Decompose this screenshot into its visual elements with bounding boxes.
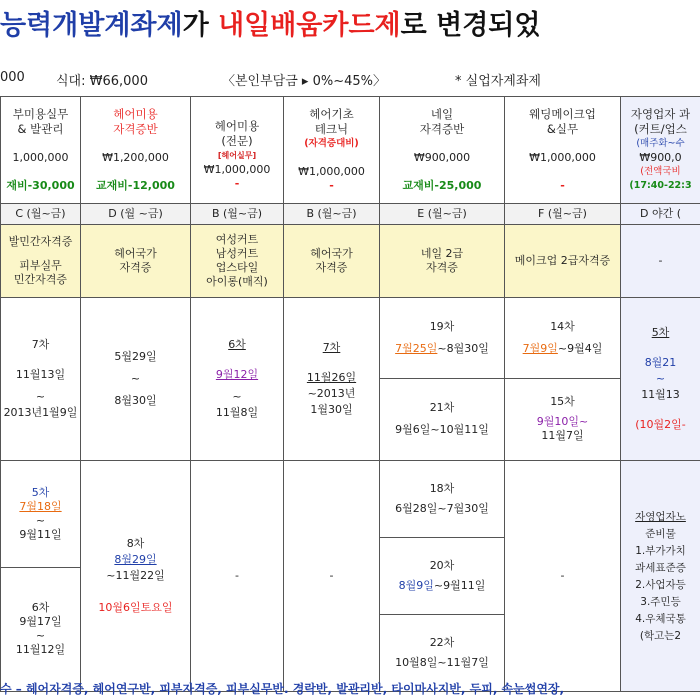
course-price: ₩1,000,000 bbox=[529, 151, 596, 164]
day-cell: D 야간 ( bbox=[621, 204, 700, 225]
course-support: 교재비-12,000 bbox=[96, 179, 175, 192]
schedule-cell: 8차 8월29일 ~11월22일 10월6일토요일 bbox=[81, 461, 191, 692]
course-header-cell: 자영업자 과 (커트/업스 (매주화~수 ₩900,0 (전액국비 (17:40-22:3 bbox=[621, 97, 700, 204]
certificate-cell: 메이크업 2급자격증 bbox=[505, 225, 621, 298]
course-support: 재비-30,000 bbox=[6, 179, 75, 192]
day-row bbox=[1, 204, 700, 225]
course-price: ₩900,0 bbox=[639, 151, 682, 164]
course-price: 1,000,000 bbox=[12, 151, 69, 164]
certificate-cell: - bbox=[621, 225, 700, 298]
day-cell: B (월~금) bbox=[191, 204, 284, 225]
schedule-row bbox=[1, 298, 700, 461]
schedule-cell: 18차 6월28일~7월30일 20차 8월9일~9월11일 22차 10월8일~11월7일 bbox=[380, 461, 505, 692]
certificate-cell: 발민간자격증 피부실무 민간자격증 bbox=[1, 225, 81, 298]
course-price: ₩1,200,000 bbox=[102, 151, 169, 164]
schedule-cell: 5차 7월18일 ~ 9월11일 6차 9월17일 ~ 11월12일 bbox=[1, 461, 81, 692]
certificate-cell: 여성커트 남성커트 업스타일 아이롱(매직) bbox=[191, 225, 284, 298]
course-support: - bbox=[329, 179, 334, 192]
title-tail: 로 변경되었 bbox=[400, 10, 541, 41]
schedule-cell: 6차 9월12일 ~ 11월8일 bbox=[191, 298, 284, 461]
day-cell: C (월~금) bbox=[1, 204, 81, 225]
certificate-cell: 네일 2급 자격증 bbox=[380, 225, 505, 298]
course-header-cell: 헤어미용 자격증반 ₩1,200,000 교재비-12,000 bbox=[81, 97, 191, 204]
schedule-cell: 5월29일 ~ 8월30일 bbox=[81, 298, 191, 461]
day-cell: D (월 ~금) bbox=[81, 204, 191, 225]
course-sub-label: (자격증대비) bbox=[304, 138, 359, 149]
schedule-row bbox=[1, 461, 700, 692]
course-support: - bbox=[560, 179, 565, 192]
schedule-cell: 7차 11월13일 ~ 2013년1월9일 bbox=[1, 298, 81, 461]
course-support: 교재비-25,000 bbox=[402, 179, 482, 192]
course-time: (17:40-22:3 bbox=[629, 180, 692, 191]
info-self-pay: 〈본인부담금 ▸ 0%~45%〉 bbox=[222, 74, 386, 89]
page-title bbox=[0, 0, 700, 52]
course-sub-label: [헤어실무] bbox=[217, 151, 257, 160]
course-support: - bbox=[234, 177, 240, 190]
title-old-name: 능력개발계좌제 bbox=[0, 10, 183, 41]
course-header-cell: 헤어기초 테크닉 (자격증대비) ₩1,000,000 - bbox=[284, 97, 380, 204]
course-header-cell: 헤어미용 (전문) [헤어실무] ₩1,000,000 - bbox=[191, 97, 284, 204]
course-header-cell: 네일 자격증반 ₩900,000 교재비-25,000 bbox=[380, 97, 505, 204]
title-new-name: 내일배움카드제 bbox=[218, 10, 401, 41]
schedule-cell: 14차 7월9일~9월4일 15차 9월10일~ 11월7일 bbox=[505, 298, 621, 461]
course-schedule-table bbox=[0, 96, 700, 692]
info-bar bbox=[0, 64, 700, 92]
certificate-cell: 헤어국가 자격증 bbox=[81, 225, 191, 298]
info-amount: 000 bbox=[0, 70, 25, 85]
course-price: ₩900,000 bbox=[413, 151, 471, 164]
course-sub-label: (매주화~수 bbox=[636, 138, 685, 149]
certificate-cell: 헤어국가 자격증 bbox=[284, 225, 380, 298]
course-header-cell: 부미용실무 & 발관리 1,000,000 재비-30,000 bbox=[1, 97, 81, 204]
day-cell: B (월~금) bbox=[284, 204, 380, 225]
course-price: ₩1,000,000 bbox=[298, 165, 365, 178]
schedule-cell: - bbox=[191, 461, 284, 692]
day-cell: E (월~금) bbox=[380, 204, 505, 225]
footer-course-list: 수 – 헤어자격증, 헤어연구반, 피부자격증, 피부실무반. 경락반, 발관리반, 타이마사지반, 두피, 속눈썹연장, bbox=[0, 682, 565, 696]
course-price: ₩1,000,000 bbox=[203, 163, 271, 176]
day-cell: F (월~금) bbox=[505, 204, 621, 225]
certificate-row bbox=[1, 225, 700, 298]
schedule-cell: 자영업자노 준비물 1.부가가치 과세표준증 2.사업자등 3.주민등 4.우체국통 (학고는2 bbox=[621, 461, 700, 692]
schedule-cell: 5차 8월21 ~ 11월13 (10월2일- bbox=[621, 298, 700, 461]
schedule-cell: - bbox=[505, 461, 621, 692]
schedule-cell: 7차 11월26일 ~2013년 1월30일 bbox=[284, 298, 380, 461]
schedule-cell: - bbox=[284, 461, 380, 692]
course-support: (전액국비 bbox=[640, 166, 681, 177]
course-header-cell: 웨딩메이크업 &실무 ₩1,000,000 - bbox=[505, 97, 621, 204]
info-unemployed: * 실업자계좌제 bbox=[455, 74, 541, 89]
info-meal: 식대: ₩66,000 bbox=[56, 74, 148, 89]
course-header-row bbox=[1, 97, 700, 204]
title-particle: 가 bbox=[182, 10, 219, 41]
schedule-cell: 19차 7월25일~8월30일 21차 9월6일~10월11일 bbox=[380, 298, 505, 461]
